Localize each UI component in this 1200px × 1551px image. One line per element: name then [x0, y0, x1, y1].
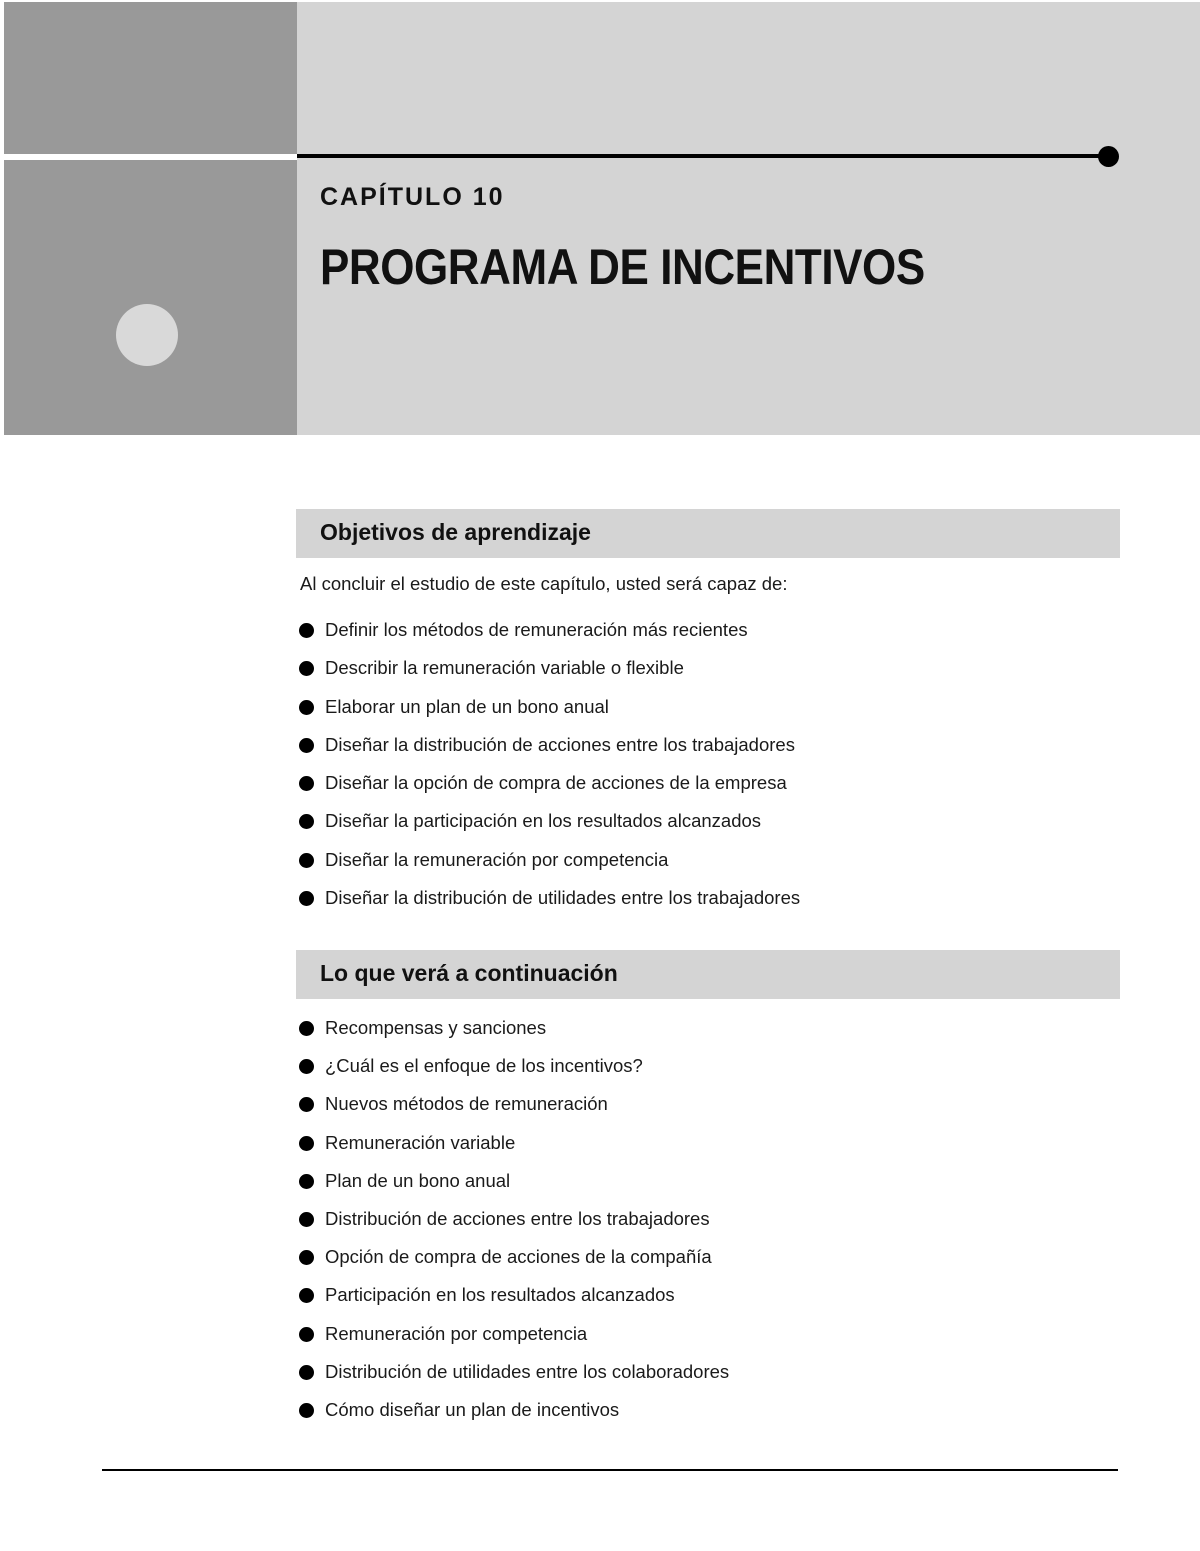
bullet-icon — [299, 1403, 314, 1418]
list-item-text: Elaborar un plan de un bono anual — [325, 695, 609, 717]
bullet-icon — [299, 1174, 314, 1189]
list-item — [299, 1094, 729, 1114]
list-item — [299, 1209, 729, 1229]
list-item-text: Recompensas y sanciones — [325, 1017, 547, 1038]
list-item — [299, 1171, 729, 1191]
list-item — [299, 850, 800, 870]
list-item-text: Remuneración variable — [325, 1131, 516, 1153]
bullet-icon — [299, 1250, 314, 1265]
list-item — [299, 620, 800, 640]
bullet-icon — [299, 814, 314, 829]
bullet-icon — [299, 623, 314, 638]
bullet-icon — [299, 776, 314, 791]
list-item-text: Opción de compra de acciones de la compañía — [325, 1246, 712, 1268]
bullet-icon — [299, 738, 314, 753]
bullet-icon — [299, 1288, 314, 1303]
list-item-text: Diseñar la distribución de utilidades entre los trabajadores — [325, 887, 801, 909]
continuacion-list — [299, 1018, 729, 1438]
list-item — [299, 888, 800, 908]
footer-rule — [102, 1469, 1118, 1471]
list-item — [299, 1400, 729, 1420]
list-item — [299, 1324, 729, 1344]
section-bar-objetivos — [296, 509, 1120, 558]
list-item-text: Diseñar la opción de compra de acciones de la empresa — [325, 772, 787, 794]
chapter-label: CAPÍTULO 10 — [320, 183, 505, 211]
list-item-text: Remuneración por competencia — [325, 1322, 588, 1344]
bullet-icon — [299, 700, 314, 715]
header-light-panel — [297, 2, 1200, 435]
header-rule — [297, 154, 1107, 158]
bullet-icon — [299, 853, 314, 868]
list-item-text: Cómo diseñar un plan de incentivos — [325, 1398, 620, 1420]
bullet-icon — [299, 1212, 314, 1227]
bullet-icon — [299, 661, 314, 676]
header-decorative-circle — [116, 304, 178, 366]
section-heading-continuacion: Lo que verá a continuación — [320, 960, 618, 986]
list-item — [299, 1285, 729, 1305]
list-item-text: Diseñar la remuneración por competencia — [325, 848, 669, 870]
objetivos-list — [299, 620, 800, 926]
list-item-text: Distribución de utilidades entre los colaboradores — [325, 1360, 730, 1382]
list-item-text: Diseñar la participación en los resultados alcanzados — [325, 810, 762, 832]
list-item — [299, 1247, 729, 1267]
chapter-title: PROGRAMA DE INCENTIVOS — [320, 239, 925, 295]
bullet-icon — [299, 1365, 314, 1380]
bullet-icon — [299, 1136, 314, 1151]
header-dark-panel-top — [4, 2, 297, 154]
list-item — [299, 811, 800, 831]
bullet-icon — [299, 891, 314, 906]
list-item — [299, 658, 800, 678]
objetivos-intro: Al concluir el estudio de este capítulo, usted será capaz de: — [300, 573, 788, 594]
section-heading-objetivos: Objetivos de aprendizaje — [320, 519, 591, 545]
bullet-icon — [299, 1097, 314, 1112]
list-item — [299, 1362, 729, 1382]
list-item — [299, 773, 800, 793]
section-bar-continuacion — [296, 950, 1120, 999]
list-item-text: ¿Cuál es el enfoque de los incentivos? — [325, 1055, 643, 1077]
list-item — [299, 735, 800, 755]
list-item — [299, 697, 800, 717]
list-item-text: Definir los métodos de remuneración más recientes — [325, 619, 748, 640]
header-dark-panel-bottom — [4, 160, 297, 435]
list-item-text: Nuevos métodos de remuneración — [325, 1093, 608, 1115]
bullet-icon — [299, 1327, 314, 1342]
list-item — [299, 1056, 729, 1076]
bullet-icon — [299, 1059, 314, 1074]
list-item-text: Participación en los resultados alcanzados — [325, 1284, 675, 1306]
list-item-text: Distribución de acciones entre los trabajadores — [325, 1207, 710, 1229]
list-item — [299, 1018, 729, 1038]
header-rule-end-dot — [1098, 146, 1119, 167]
bullet-icon — [299, 1021, 314, 1036]
list-item — [299, 1133, 729, 1153]
list-item-text: Diseñar la distribución de acciones entre los trabajadores — [325, 733, 795, 755]
header-divider-line — [4, 154, 297, 160]
list-item-text: Describir la remuneración variable o flexible — [325, 657, 684, 679]
list-item-text: Plan de un bono anual — [325, 1169, 511, 1191]
